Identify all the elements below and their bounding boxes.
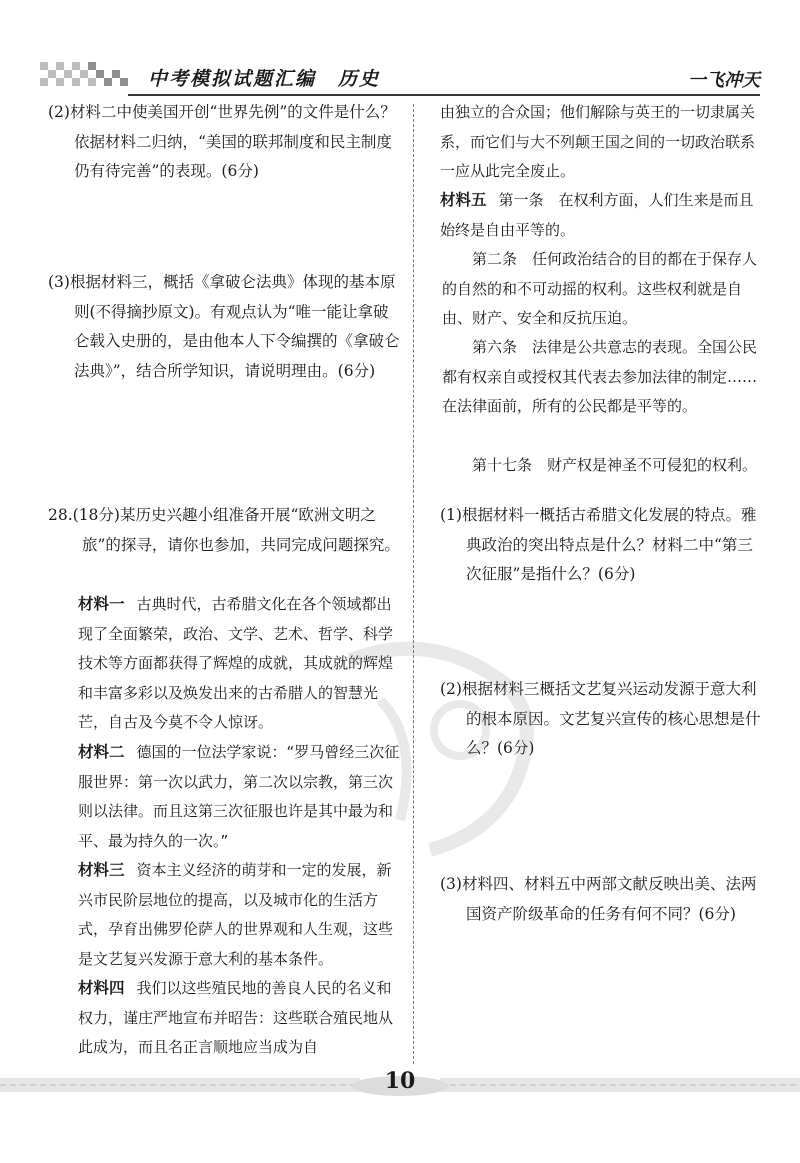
material-1-label: 材料一 bbox=[78, 595, 125, 613]
material-4-continued: 由独立的合众国；他们解除与英王的一切隶属关系，而它们与大不列颠王国之间的一切政治联系一应从此完全废止。 bbox=[440, 103, 756, 180]
material-4-text: 我们以这些殖民地的善良人民的名义和权力，谨庄严地宣布并昭告：这些联合殖民地从此成为，而且名正言顺地应当成为自 bbox=[78, 979, 394, 1056]
series-title: 中考模拟试题汇编 bbox=[148, 68, 317, 90]
material-5-label: 材料五 bbox=[440, 191, 487, 209]
question-28-intro: 28.(18分)某历史兴趣小组准备开展“欧洲文明之旅”的探寻，请你也参加，共同完成问题探究。 bbox=[48, 506, 400, 554]
material-5-article-2: 第二条 任何政治结合的目的都在于保存人的自然的和不可动摇的权利。这些权利就是自由、财产、安全和反抗压迫。 bbox=[442, 250, 758, 327]
material-2-label: 材料二 bbox=[78, 743, 125, 761]
material-5-article-1: 材料五 第一条 在权利方面，人们生来是而且始终是自由平等的。 bbox=[440, 191, 754, 239]
header-rule bbox=[128, 94, 760, 96]
left-question-2: (2)材料二中使美国开创“世界先例”的文件是什么？依据材料二归纳，“美国的联邦制度和民主制度仍有待完善”的表现。(6分) bbox=[48, 103, 396, 180]
material-3-text: 资本主义经济的萌芽和一定的发展，新兴市民阶层地位的提高，以及城市化的生活方式，孕育出佛罗伦萨人的世界观和人生观，这些是文艺复兴发源于意大利的基本条件。 bbox=[78, 861, 394, 968]
right-question-1: (1)根据材料一概括古希腊文化发展的特点。雅典政治的突出特点是什么？材料二中“第三次征服”是指什么？(6分) bbox=[440, 506, 757, 583]
material-3-label: 材料三 bbox=[78, 861, 125, 879]
subject-title: 历史 bbox=[338, 68, 381, 90]
material-4 bbox=[48, 974, 400, 1063]
flying-logo-watermark-icon bbox=[290, 620, 610, 880]
page-number: 10 bbox=[384, 1068, 416, 1094]
material-5-article-17: 第十七条 财产权是神圣不可侵犯的权利。 bbox=[472, 456, 758, 474]
material-4-label: 材料四 bbox=[78, 979, 125, 997]
left-question-3: (3)根据材料三，概括《拿破仑法典》体现的基本原则(不得摘抄原文)。有观点认为“唯一能让拿破仑载入史册的，是由他本人下令编撰的《拿破仑法典》”，结合所学知识，请说明理由。(6分) bbox=[48, 273, 400, 380]
right-column bbox=[440, 98, 768, 1078]
right-question-2: (2)根据材料三概括文艺复兴运动发源于意大利的根本原因。文艺复兴宣传的核心思想是什么？(6分) bbox=[440, 680, 761, 757]
left-column bbox=[48, 98, 400, 1078]
material-1-text: 古典时代，古希腊文化在各个领域都出现了全面繁荣，政治、文学、艺术、哲学、科学技术等方面都获得了辉煌的成就，其成就的辉煌和丰富多彩以及焕发出来的古希腊人的智慧光芒，自古及今莫不令人惊讶。 bbox=[78, 595, 394, 731]
brand-logo: 一飞冲天 bbox=[688, 70, 760, 91]
page-header bbox=[40, 54, 760, 98]
column-divider bbox=[413, 104, 414, 1064]
material-2-text: 德国的一位法学家说：“罗马曾经三次征服世界：第一次以武力，第二次以宗教，第三次则以法律。而且这第三次征服也许是其中最为和平、最为持久的一次。” bbox=[78, 743, 400, 850]
right-question-3: (3)材料四、材料五中两部文献反映出美、法两国资产阶级革命的任务有何不同？(6分) bbox=[440, 875, 757, 923]
material-5-article-6: 第六条 法律是公共意志的表现。全国公民都有权亲自或授权其代表去参加法律的制定……在法律面前，所有的公民都是平等的。 bbox=[442, 338, 758, 415]
book-title bbox=[148, 64, 380, 91]
